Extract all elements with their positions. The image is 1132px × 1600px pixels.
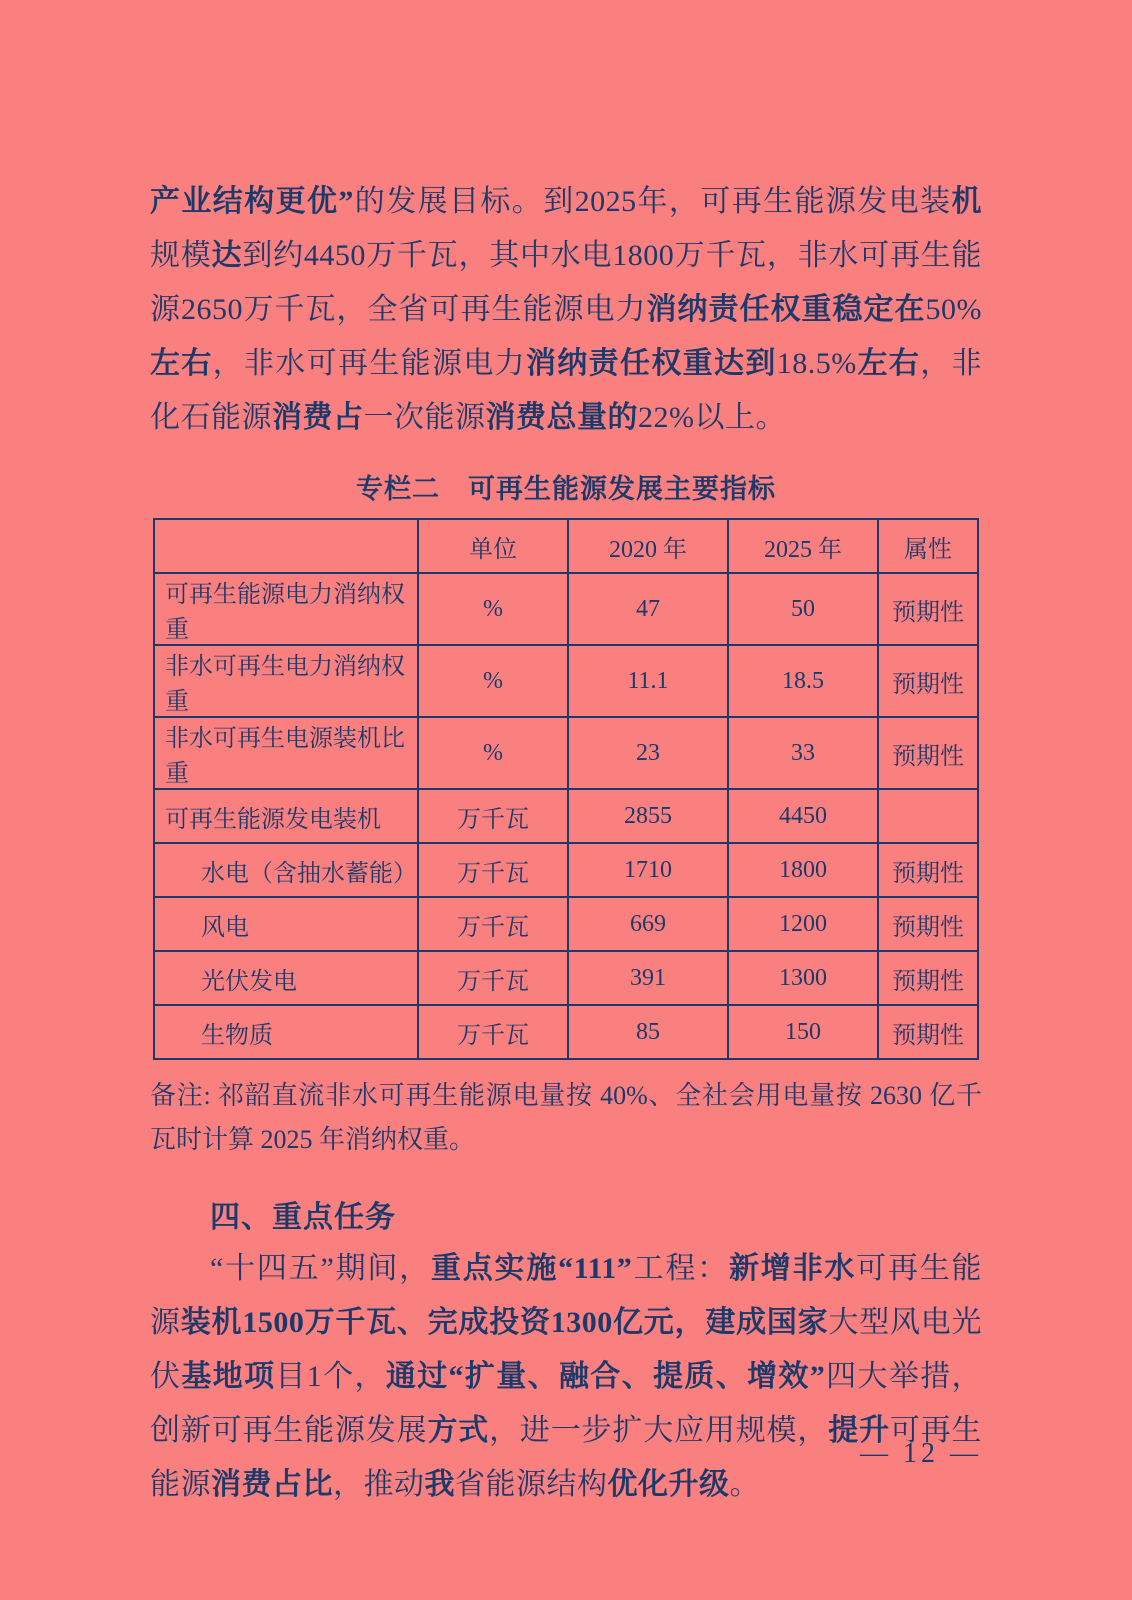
para2-emph-10: 优化升级 bbox=[607, 1468, 730, 1501]
cell-name: 光伏发电 bbox=[154, 951, 418, 1005]
cell-2020: 669 bbox=[568, 897, 728, 951]
table-row bbox=[154, 951, 978, 1005]
th-2025: 2025 年 bbox=[728, 519, 878, 573]
cell-2025: 1200 bbox=[728, 897, 878, 951]
para2-emph-8: 消费占比 bbox=[211, 1468, 333, 1501]
cell-2020: 391 bbox=[568, 951, 728, 1005]
cell-unit: 万千瓦 bbox=[418, 789, 568, 843]
cell-2025: 50 bbox=[728, 573, 878, 645]
cell-2025: 18.5 bbox=[728, 645, 878, 717]
th-unit: 单位 bbox=[418, 519, 568, 573]
cell-2020: 1710 bbox=[568, 843, 728, 897]
indicators-table bbox=[153, 518, 979, 1060]
cell-unit: % bbox=[418, 573, 568, 645]
paragraph-emph-8: 消费总量的 bbox=[485, 401, 638, 434]
para2-emph-1: 重点实施“111” bbox=[430, 1252, 633, 1285]
th-2020: 2020 年 bbox=[568, 519, 728, 573]
para2-emph-5: 通过“扩量、融合、提质、增效” bbox=[385, 1360, 826, 1393]
cell-name: 生物质 bbox=[154, 1005, 418, 1059]
para2-emph-2: 新增非水 bbox=[728, 1252, 857, 1285]
section-heading: 四、重点任务 bbox=[210, 1201, 396, 1234]
paragraph-goals: 产业结构更优”的发展目标。到2025年，可再生能源发电装机规模达到约4450万千瓦，其中水电1800万千瓦，非水可再生能源2650万千瓦，全省可再生能源电力消纳责任权重稳定在50%左右，非水可再生能源电力消纳责任权重达到18.5%左右，非化石能源消费占一次能源消费总量的22%以上。 bbox=[150, 185, 983, 434]
cell-2020: 47 bbox=[568, 573, 728, 645]
cell-2020: 23 bbox=[568, 717, 728, 789]
para2-emph-4: 基地项 bbox=[181, 1360, 276, 1393]
paragraph-emph-5: 消纳责任权重达到 bbox=[526, 347, 777, 380]
para2-emph-6: 方式 bbox=[427, 1414, 490, 1447]
cell-attr: 预期性 bbox=[878, 897, 978, 951]
cell-unit: % bbox=[418, 717, 568, 789]
para2-emph-9: 我 bbox=[424, 1468, 455, 1501]
paragraph-emph-6: 左右 bbox=[856, 347, 921, 380]
paragraph-emph-7: 消费占 bbox=[272, 401, 364, 434]
para2-emph-3: 装机1500万千瓦、完成投资1300亿元，建成国家 bbox=[180, 1306, 829, 1339]
para2-emph-7: 提升 bbox=[828, 1414, 890, 1447]
cell-unit: 万千瓦 bbox=[418, 843, 568, 897]
cell-2020: 11.1 bbox=[568, 645, 728, 717]
table-row bbox=[154, 1005, 978, 1059]
cell-attr: 预期性 bbox=[878, 951, 978, 1005]
cell-name: 非水可再生电源装机比重 bbox=[154, 717, 418, 789]
cell-unit: 万千瓦 bbox=[418, 951, 568, 1005]
table-row bbox=[154, 789, 978, 843]
paragraph-key-tasks: “十四五”期间，重点实施“111”工程：新增非水可再生能源装机1500万千瓦、完成投资1300亿元，建成国家大型风电光伏基地项目1个，通过“扩量、融合、提质、增效”四大举措，创新可再生能源发展方式，进一步扩大应用规模，提升可再生能源消费占比，推动我省能源结构优化升级。 bbox=[150, 1252, 983, 1501]
table-header-row bbox=[154, 519, 978, 573]
cell-2025: 150 bbox=[728, 1005, 878, 1059]
cell-attr bbox=[878, 789, 978, 843]
table-row bbox=[154, 717, 978, 789]
cell-name: 非水可再生电力消纳权重 bbox=[154, 645, 418, 717]
cell-2025: 1800 bbox=[728, 843, 878, 897]
cell-2020: 85 bbox=[568, 1005, 728, 1059]
cell-attr: 预期性 bbox=[878, 843, 978, 897]
cell-name: 风电 bbox=[154, 897, 418, 951]
paragraph-goals-lead: 产业结构更优” bbox=[150, 185, 354, 218]
table-row bbox=[154, 843, 978, 897]
table-row bbox=[154, 897, 978, 951]
cell-2025: 1300 bbox=[728, 951, 878, 1005]
th-name bbox=[154, 519, 418, 573]
paragraph-emph-1: 机 bbox=[951, 185, 983, 218]
paragraph-emph-2: 达 bbox=[211, 239, 243, 272]
table-row bbox=[154, 573, 978, 645]
table-row bbox=[154, 645, 978, 717]
table-note: 备注: 祁韶直流非水可再生能源电量按 40%、全社会用电量按 2630 亿千瓦时计算 2025 年消纳权重。 bbox=[150, 1081, 982, 1154]
cell-attr: 预期性 bbox=[878, 573, 978, 645]
cell-unit: 万千瓦 bbox=[418, 897, 568, 951]
cell-name: 水电（含抽水蓄能） bbox=[154, 843, 418, 897]
cell-attr: 预期性 bbox=[878, 645, 978, 717]
cell-unit: 万千瓦 bbox=[418, 1005, 568, 1059]
cell-attr: 预期性 bbox=[878, 717, 978, 789]
cell-2020: 2855 bbox=[568, 789, 728, 843]
cell-2025: 33 bbox=[728, 717, 878, 789]
cell-2025: 4450 bbox=[728, 789, 878, 843]
cell-name: 可再生能源发电装机 bbox=[154, 789, 418, 843]
th-attr: 属性 bbox=[878, 519, 978, 573]
table-title: 专栏二 可再生能源发展主要指标 bbox=[356, 474, 776, 504]
paragraph-emph-4: 左右 bbox=[150, 347, 213, 380]
page-number: — 12 — bbox=[860, 1438, 982, 1469]
cell-unit: % bbox=[418, 645, 568, 717]
paragraph-emph-3: 消纳责任权重稳定在 bbox=[646, 293, 926, 326]
cell-attr: 预期性 bbox=[878, 1005, 978, 1059]
cell-name: 可再生能源电力消纳权重 bbox=[154, 573, 418, 645]
